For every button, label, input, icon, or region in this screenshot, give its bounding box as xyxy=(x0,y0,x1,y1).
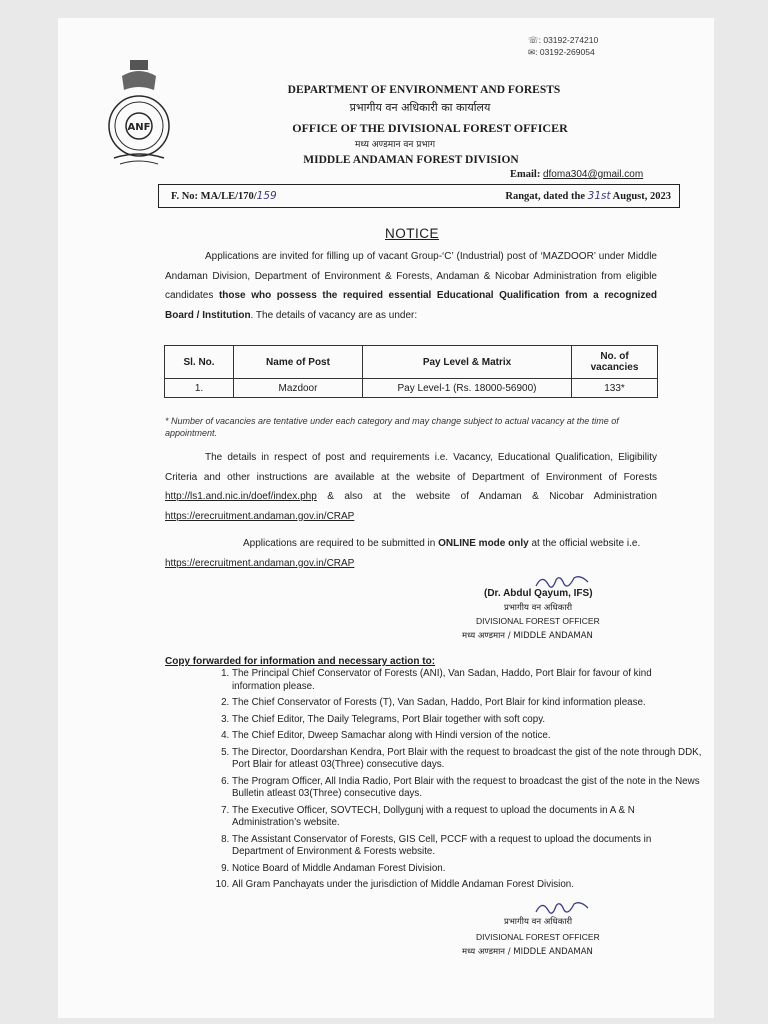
fax-number: ✉: 03192-269054 xyxy=(528,47,595,57)
signatory-designation: DIVISIONAL FOREST OFFICER xyxy=(476,616,600,626)
list-item: 3. The Chief Editor, The Daily Telegrams, Port Blair together with soft copy. xyxy=(232,714,702,727)
office-heading: OFFICE OF THE DIVISIONAL FOREST OFFICER xyxy=(292,121,568,135)
cell-post-name: Mazdoor xyxy=(234,379,363,398)
office-heading-hindi: प्रभागीय वन अधिकारी का कार्यालय xyxy=(349,101,491,114)
signatory-designation: DIVISIONAL FOREST OFFICER xyxy=(476,932,600,942)
p1-text-c: . The details of vacancy are as under: xyxy=(250,309,418,321)
emblem-label: ANF xyxy=(127,122,151,133)
p3-text-bold: ONLINE mode only xyxy=(438,538,529,549)
cell-sl-no: 1. xyxy=(165,379,234,398)
department-heading: DEPARTMENT OF ENVIRONMENT AND FORESTS xyxy=(287,84,561,96)
vacancy-footnote: * Number of vacancies are tentative under each category and may change subject to actual vacancy at the time of appointment. xyxy=(165,416,619,438)
date-handwritten: 31st xyxy=(587,190,611,202)
list-item: 6. The Program Officer, All India Radio, Port Blair with the request to broadcast the gist of the note in the News Bulletin atleast 03(Three) consecutive days. xyxy=(232,776,702,801)
contact-block xyxy=(528,34,598,58)
list-item: 8. The Assistant Conservator of Forests, GIS Cell, PCCF with a request to upload the documents in Department of Environment & Forests website. xyxy=(232,834,702,859)
p2-text-b: & also at the website of Andaman & Nicobar Administration xyxy=(327,491,657,502)
crap-website-link[interactable]: https://erecruitment.andaman.gov.in/CRAP xyxy=(165,510,355,522)
date-line xyxy=(505,190,671,202)
list-item: 7. The Executive Officer, SOVTECH, Dollygunj with a request to upload the documents in A & N Administration’s website. xyxy=(232,805,702,830)
cell-vacancies: 133* xyxy=(572,379,658,398)
signatory-designation-hindi: प्रभागीय वन अधिकारी xyxy=(504,603,573,613)
list-item: 9. Notice Board of Middle Andaman Forest Division. xyxy=(232,863,702,876)
email-address[interactable]: dfoma304@gmail.com xyxy=(542,169,644,180)
date-prefix: Rangat, dated the xyxy=(505,191,586,202)
apply-website-link[interactable]: https://erecruitment.andaman.gov.in/CRAP xyxy=(165,557,355,569)
signatory-place: मध्य अण्डमान / MIDDLE ANDAMAN xyxy=(462,631,593,641)
email-line xyxy=(510,169,643,180)
file-number-label: F. No: MA/LE/170/ xyxy=(171,191,257,202)
list-item: 1. The Principal Chief Conservator of Forests (ANI), Van Sadan, Haddo, Port Blair for favour of kind information please. xyxy=(232,668,702,693)
reference-box xyxy=(158,184,680,208)
col-post-name: Name of Post xyxy=(234,346,363,379)
list-item: 10. All Gram Panchayats under the jurisdiction of Middle Andaman Forest Division. xyxy=(232,879,702,892)
date-suffix: August, 2023 xyxy=(612,191,671,202)
notice-paragraph-2 xyxy=(165,448,657,526)
col-pay-level: Pay Level & Matrix xyxy=(363,346,572,379)
division-heading-hindi: मध्य अण्डमान वन प्रभाग xyxy=(354,140,436,150)
signatory-designation-hindi: प्रभागीय वन अधिकारी xyxy=(504,917,573,927)
phone-number: ☏: 03192-274210 xyxy=(528,35,599,45)
list-item: 4. The Chief Editor, Dweep Samachar along with Hindi version of the notice. xyxy=(232,730,702,743)
email-label: Email: xyxy=(510,169,541,180)
list-item: 2. The Chief Conservator of Forests (T), Van Sadan, Haddo, Port Blair for kind information please. xyxy=(232,697,702,710)
p1-text-a: Applications are invited for filling up of vacant Group-‘C’ (Industrial) post of ‘MAZDOOR’ under Middle Andaman Division, Department of Environment & Forests, Andaman & Nicobar Administration from eligible candidates xyxy=(165,251,657,301)
table-header-row xyxy=(165,346,658,379)
notice-title: NOTICE xyxy=(384,226,439,241)
notice-paragraph-1 xyxy=(165,247,657,325)
p1-text-bold: those who possess the required essential Educational Qualification from a recognized Board / Institution xyxy=(165,290,658,321)
p2-text-a: The details in respect of post and requirements i.e. Vacancy, Educational Qualification, Eligibility Criteria and other instructions are available at the website of Department of Environment of Forests xyxy=(165,452,657,483)
cell-pay-level: Pay Level-1 (Rs. 18000-56900) xyxy=(363,379,572,398)
copy-forwarded-list xyxy=(196,668,702,896)
vacancy-table xyxy=(164,345,658,398)
list-item: 5. The Director, Doordarshan Kendra, Port Blair with the request to broadcast the gist of the note through DDK, Port Blair for atleast 03(Three) consecutive days. xyxy=(232,747,702,772)
doef-website-link[interactable]: http://ls1.and.nic.in/doef/index.php xyxy=(165,491,317,502)
division-heading: MIDDLE ANDAMAN FOREST DIVISION xyxy=(303,154,519,166)
signatory-name: (Dr. Abdul Qayum, IFS) xyxy=(484,588,593,599)
file-number-handwritten: 159 xyxy=(256,190,277,202)
col-sl-no: Sl. No. xyxy=(165,346,234,379)
signatory-place: मध्य अण्डमान / MIDDLE ANDAMAN xyxy=(462,947,593,957)
p3-text-a: Applications are required to be submitted in xyxy=(243,538,436,549)
col-vacancies: No. of vacancies xyxy=(572,346,658,379)
p3-text-b: at the official website i.e. xyxy=(531,538,641,549)
file-number xyxy=(171,190,277,202)
notice-paragraph-3 xyxy=(165,534,657,573)
copy-forwarded-heading: Copy forwarded for information and necessary action to: xyxy=(165,656,436,667)
table-row xyxy=(165,379,658,398)
